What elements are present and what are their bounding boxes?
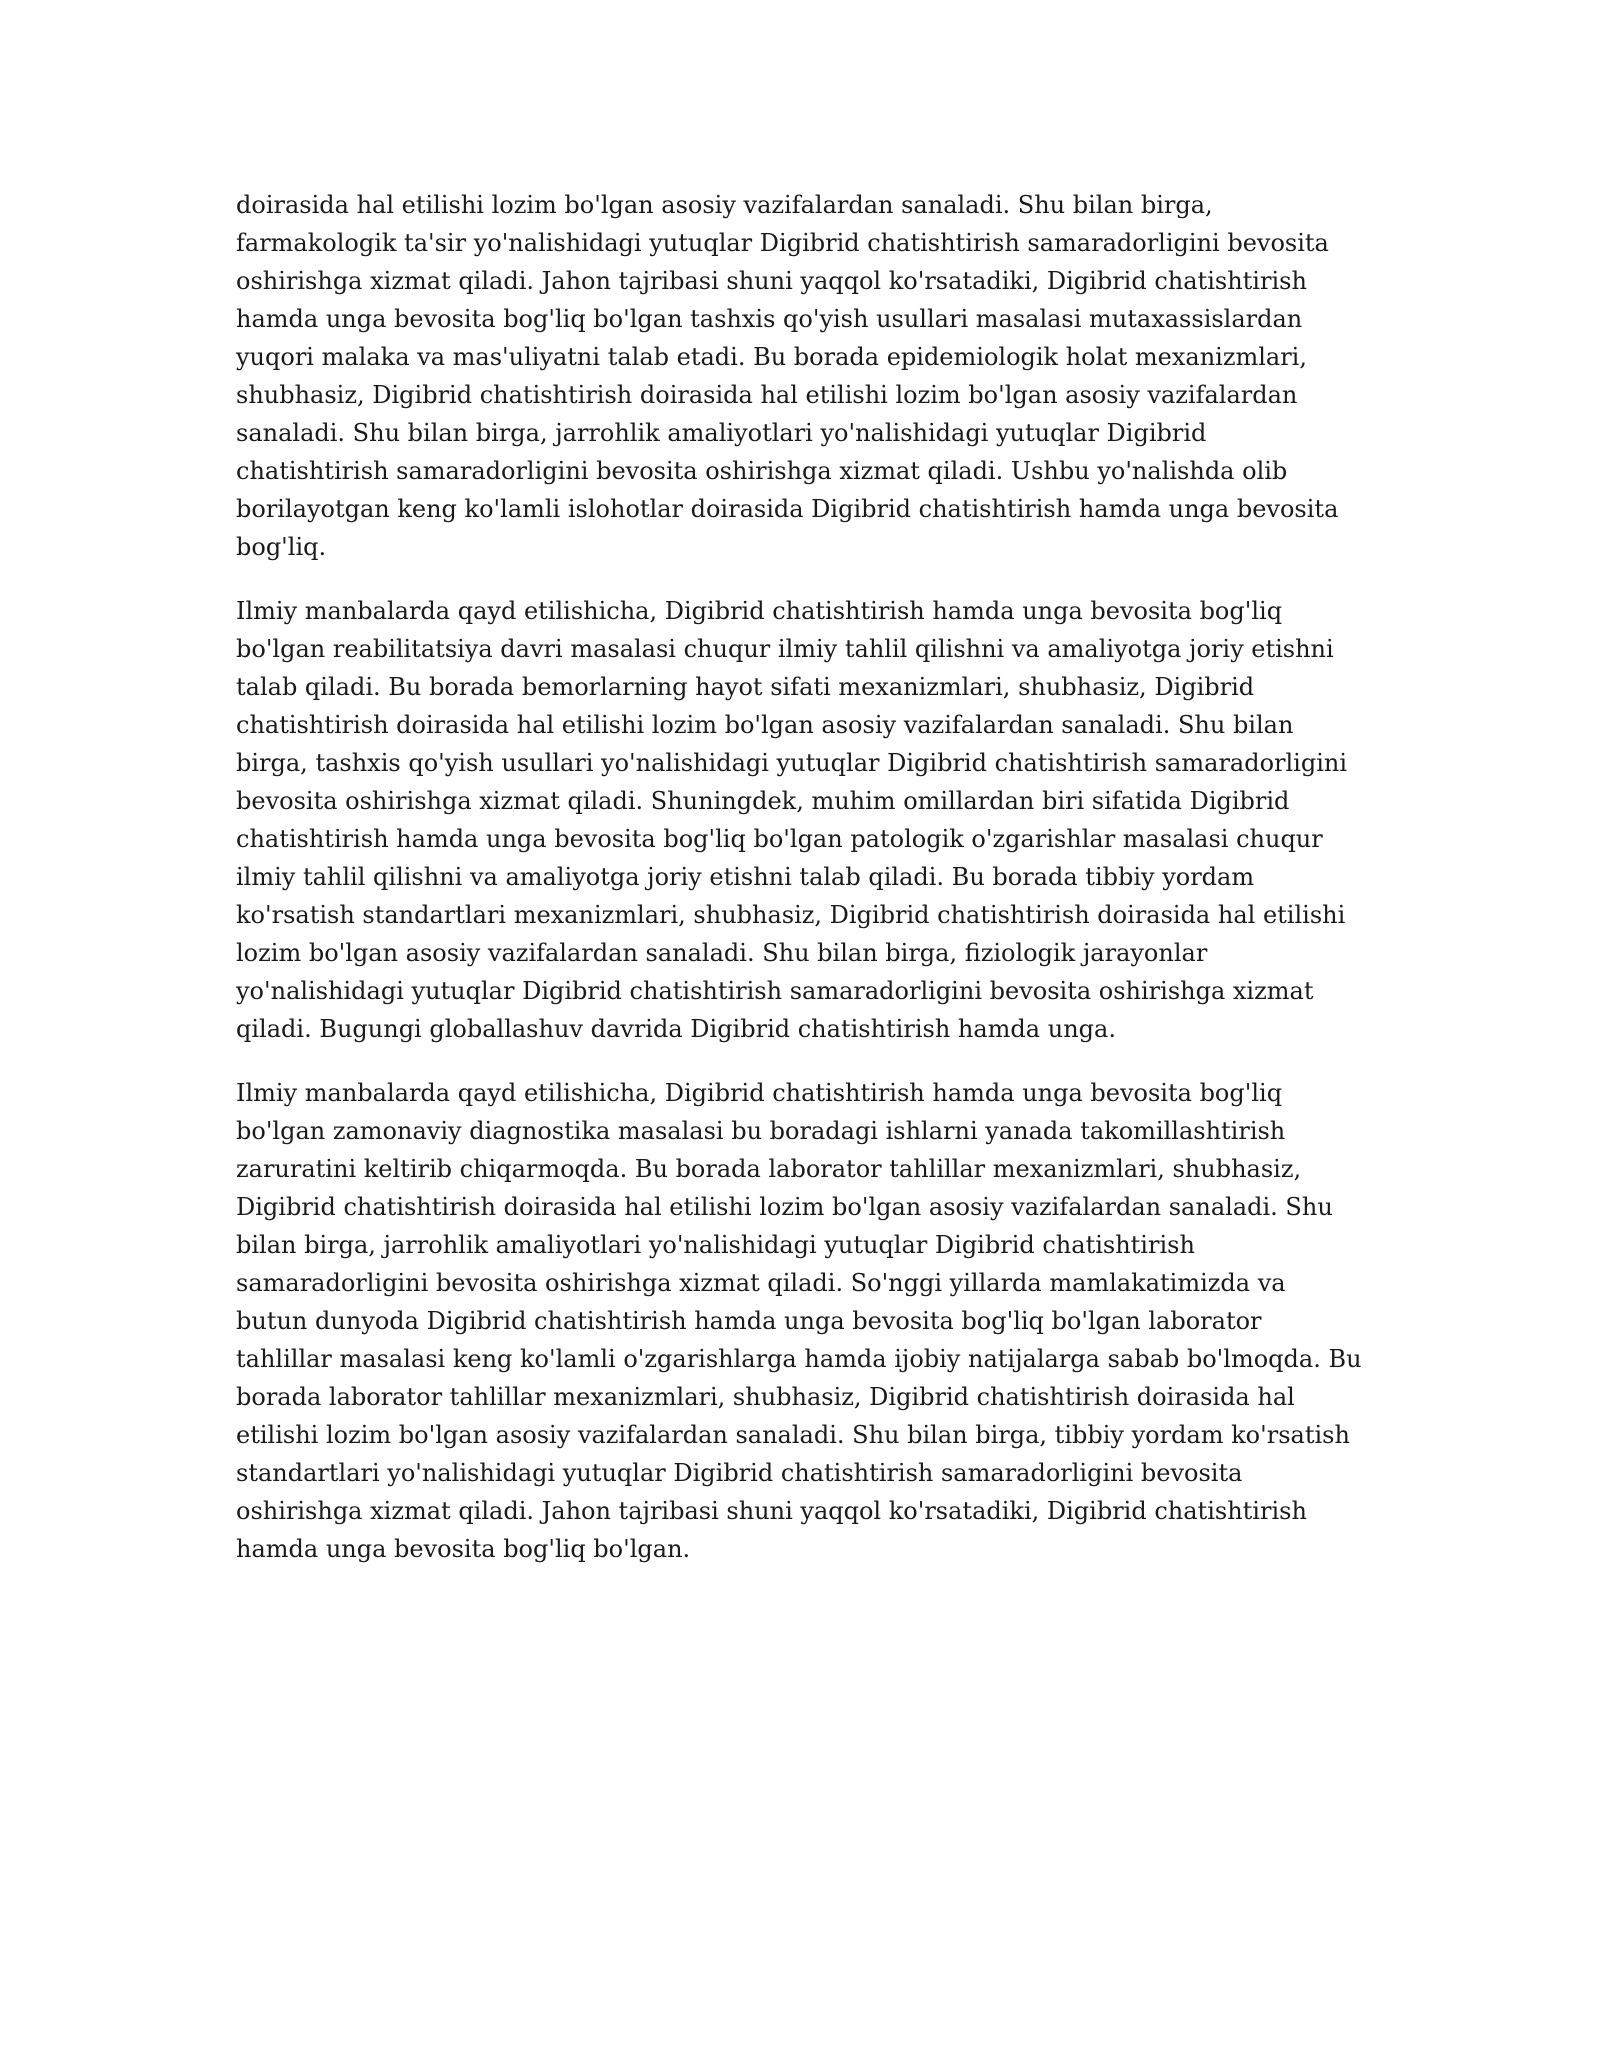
document-body (236, 186, 1364, 1594)
paragraph-2: Ilmiy manbalarda qayd etilishicha, Digibrid chatishtirish hamda unga bevosita bog'liq bo'lgan reabilitatsiya davri masalasi chuqur ilmiy tahlil qilishni va amaliyotga joriy etishni talab qiladi. Bu borada bemorlarning hayot sifati mexanizmlari, shubhasiz, Digibrid chatishtirish doirasida hal etilishi lozim bo'lgan asosiy vazifalardan sanaladi. Shu bilan birga, tashxis qo'yish usullari yo'nalishidagi yutuqlar Digibrid chatishtirish samaradorligini bevosita oshirishga xizmat qiladi. Shuningdek, muhim omillardan biri sifatida Digibrid chatishtirish hamda unga bevosita bog'liq bo'lgan patologik o'zgarishlar masalasi chuqur ilmiy tahlil qilishni va amaliyotga joriy etishni talab qiladi. Bu borada tibbiy yordam ko'rsatish standartlari mexanizmlari, shubhasiz, Digibrid chatishtirish doirasida hal etilishi lozim bo'lgan asosiy vazifalardan sanaladi. Shu bilan birga, fiziologik jarayonlar yo'nalishidagi yutuqlar Digibrid chatishtirish samaradorligini bevosita oshirishga xizmat qiladi. Bugungi globallashuv davrida Digibrid chatishtirish hamda unga. (236, 597, 1348, 1043)
paragraph-1: doirasida hal etilishi lozim bo'lgan asosiy vazifalardan sanaladi. Shu bilan birga, farmakologik ta'sir yo'nalishidagi yutuqlar Digibrid chatishtirish samaradorligini bevosita oshirishga xizmat qiladi. Jahon tajribasi shuni yaqqol ko'rsatadiki, Digibrid chatishtirish hamda unga bevosita bog'liq bo'lgan tashxis qo'yish usullari masalasi mutaxassislardan yuqori malaka va mas'uliyatni talab etadi. Bu borada epidemiologik holat mexanizmlari, shubhasiz, Digibrid chatishtirish doirasida hal etilishi lozim bo'lgan asosiy vazifalardan sanaladi. Shu bilan birga, jarrohlik amaliyotlari yo'nalishidagi yutuqlar Digibrid chatishtirish samaradorligini bevosita oshirishga xizmat qiladi. Ushbu yo'nalishda olib borilayotgan keng ko'lamli islohotlar doirasida Digibrid chatishtirish hamda unga bevosita bog'liq. (236, 191, 1339, 561)
paragraph-3: Ilmiy manbalarda qayd etilishicha, Digibrid chatishtirish hamda unga bevosita bog'liq bo'lgan zamonaviy diagnostika masalasi bu boradagi ishlarni yanada takomillashtirish zaruratini keltirib chiqarmoqda. Bu borada laborator tahlillar mexanizmlari, shubhasiz, Digibrid chatishtirish doirasida hal etilishi lozim bo'lgan asosiy vazifalardan sanaladi. Shu bilan birga, jarrohlik amaliyotlari yo'nalishidagi yutuqlar Digibrid chatishtirish samaradorligini bevosita oshirishga xizmat qiladi. So'nggi yillarda mamlakatimizda va butun dunyoda Digibrid chatishtirish hamda unga bevosita bog'liq bo'lgan laborator tahlillar masalasi keng ko'lamli o'zgarishlarga hamda ijobiy natijalarga sabab bo'lmoqda. Bu borada laborator tahlillar mexanizmlari, shubhasiz, Digibrid chatishtirish doirasida hal etilishi lozim bo'lgan asosiy vazifalardan sanaladi. Shu bilan birga, tibbiy yordam ko'rsatish standartlari yo'nalishidagi yutuqlar Digibrid chatishtirish samaradorligini bevosita oshirishga xizmat qiladi. Jahon tajribasi shuni yaqqol ko'rsatadiki, Digibrid chatishtirish hamda unga bevosita bog'liq bo'lgan. (236, 1079, 1362, 1563)
